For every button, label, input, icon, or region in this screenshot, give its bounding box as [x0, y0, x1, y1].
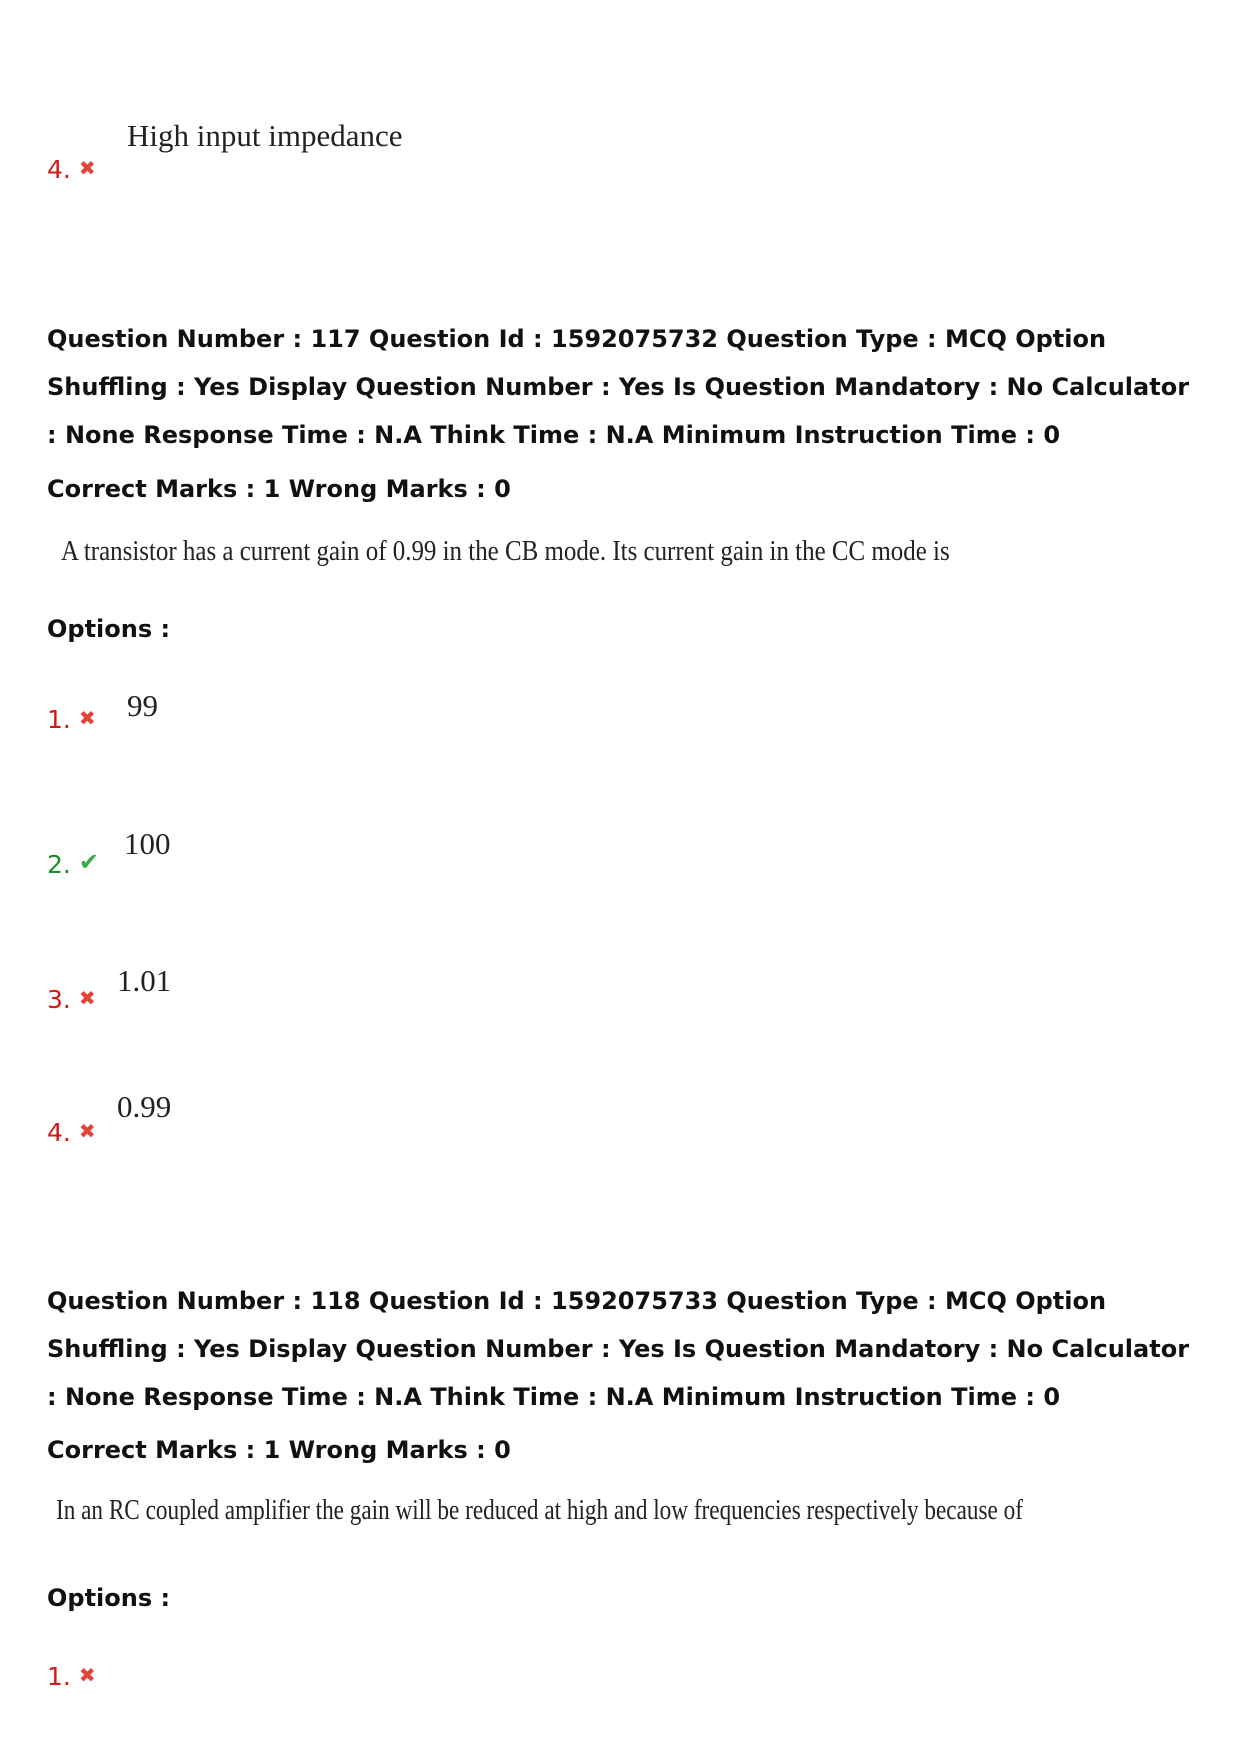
option-number: 4. — [47, 1118, 71, 1147]
question-118-header: Question Number : 118 Question Id : 1592075733 Question Type : MCQ Option Shuffling : Yes Display Question Number : Yes Is Question Mandatory : No Calculator : None Response Time : N.A Think Time : N.A Minimum Instruction Time : 0 — [47, 1287, 1190, 1411]
option-number: 1. — [47, 705, 71, 734]
option-number: 4. — [47, 155, 71, 184]
q117-option-2 — [47, 848, 99, 879]
q117-option-3 — [47, 985, 96, 1014]
q117-option-3-text: 1.01 — [117, 963, 172, 998]
question-117-options-label: Options : — [47, 615, 171, 643]
question-118-marks: Correct Marks : 1 Wrong Marks : 0 — [47, 1436, 511, 1464]
q118-option-1 — [47, 1662, 96, 1691]
cross-icon: ✖ — [78, 1663, 96, 1687]
question-117-header: Question Number : 117 Question Id : 1592075732 Question Type : MCQ Option Shuffling : Yes Display Question Number : Yes Is Question Mandatory : No Calculator : None Response Time : N.A Think Time : N.A Minimum Instruction Time : 0 — [47, 325, 1190, 449]
prev-option-4-text: High input impedance — [127, 118, 403, 153]
q117-option-1 — [47, 705, 96, 734]
question-117-marks: Correct Marks : 1 Wrong Marks : 0 — [47, 475, 511, 503]
option-number: 2. — [47, 850, 71, 879]
prev-option-4 — [47, 155, 96, 184]
cross-icon: ✖ — [78, 986, 96, 1010]
cross-icon: ✖ — [78, 156, 96, 180]
cross-icon: ✖ — [78, 1119, 96, 1143]
question-118-options-label: Options : — [47, 1584, 171, 1612]
q117-option-4-text: 0.99 — [117, 1089, 172, 1124]
option-number: 3. — [47, 985, 71, 1014]
cross-icon: ✖ — [78, 706, 96, 730]
question-117-text — [61, 535, 950, 568]
check-icon: ✔ — [78, 848, 99, 876]
question-text: A transistor has a current gain of 0.99 in the CB mode. Its current gain in the CC mode is — [61, 535, 950, 567]
q117-option-1-text: 99 — [127, 688, 158, 723]
q117-option-2-text: 100 — [124, 826, 171, 861]
question-118-text — [56, 1494, 1023, 1527]
option-number: 1. — [47, 1662, 71, 1691]
q117-option-4 — [47, 1118, 96, 1147]
question-text: In an RC coupled amplifier the gain will be reduced at high and low frequencies respectively because of — [56, 1494, 1023, 1526]
